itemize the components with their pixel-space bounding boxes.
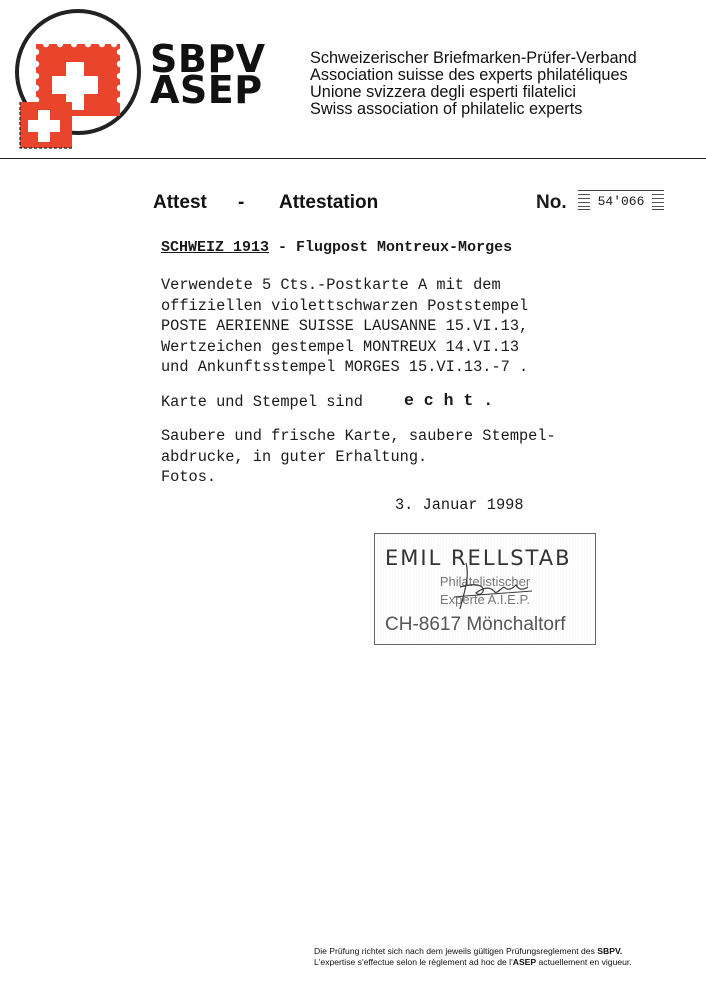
certificate-number-label: No. <box>536 192 567 213</box>
handwritten-signature <box>446 557 536 615</box>
footer-line-de: Die Prüfung richtet sich nach dem jeweils gültigen Prüfungsreglement des SBPV. <box>314 946 623 956</box>
association-names <box>310 50 637 118</box>
issue-date: 3. Januar 1998 <box>395 496 524 514</box>
brand-sbpv: SBPV <box>150 37 266 81</box>
stamp-line-2: Philatelistischer <box>439 574 531 589</box>
condition-line-1: Saubere und frische Karte, saubere Stempel- <box>161 427 556 445</box>
description-line-4: Wertzeichen gestempel MONTREUX 14.VI.13 <box>161 337 520 356</box>
sbpv-asep-logo <box>14 8 142 156</box>
certificate-number: 54'066 <box>590 193 652 211</box>
association-fr: Association suisse des experts philatéliques <box>310 66 628 84</box>
description-line-1: Verwendete 5 Cts.-Postkarte A mit dem <box>161 276 501 294</box>
association-it: Unione svizzera degli esperti filatelici <box>310 83 577 101</box>
verdict-emphasis: e c h t . <box>404 391 494 410</box>
footer-legal-note <box>314 946 684 967</box>
description-line-5: und Ankunftsstempel MORGES 15.VI.13.-7 . <box>161 358 529 376</box>
condition-line-2: abdrucke, in guter Erhaltung. <box>161 447 428 466</box>
stamp-expert-name: EMIL RELLSTAB <box>385 546 572 570</box>
stamp-address: CH-8617 Mönchaltorf <box>385 614 566 635</box>
title-attest: Attest <box>153 192 207 213</box>
certificate-number-box <box>578 190 664 210</box>
subject-country-year: SCHWEIZ 1913 <box>161 239 270 256</box>
stamp-line-3: Experte A.I.E.P. <box>439 592 531 607</box>
verdict-text: Karte und Stempel sind <box>161 393 363 411</box>
association-en: Swiss association of philatelic experts <box>310 100 583 118</box>
logo-lower-stamp <box>20 102 72 148</box>
footer-line-fr: L'expertise s'effectue selon le règlement ad hoc de l'ASEP actuellement en vigueur. <box>314 956 632 967</box>
subject-line <box>161 239 512 256</box>
title-attestation: Attestation <box>279 192 379 213</box>
title-dash: - <box>238 192 245 213</box>
association-de: Schweizerischer Briefmarken-Prüfer-Verband <box>310 49 637 67</box>
subject-description: - Flugpost Montreux-Morges <box>269 239 513 256</box>
brand-wordmark <box>150 37 266 112</box>
condition-line-3: Fotos. <box>161 468 217 486</box>
header-divider <box>0 158 706 159</box>
description-line-2: offiziellen violettschwarzen Poststempel <box>161 296 529 315</box>
brand-asep: ASEP <box>150 68 263 112</box>
description-line-3: POSTE AERIENNE SUISSE LAUSANNE 15.VI.13, <box>161 317 529 335</box>
